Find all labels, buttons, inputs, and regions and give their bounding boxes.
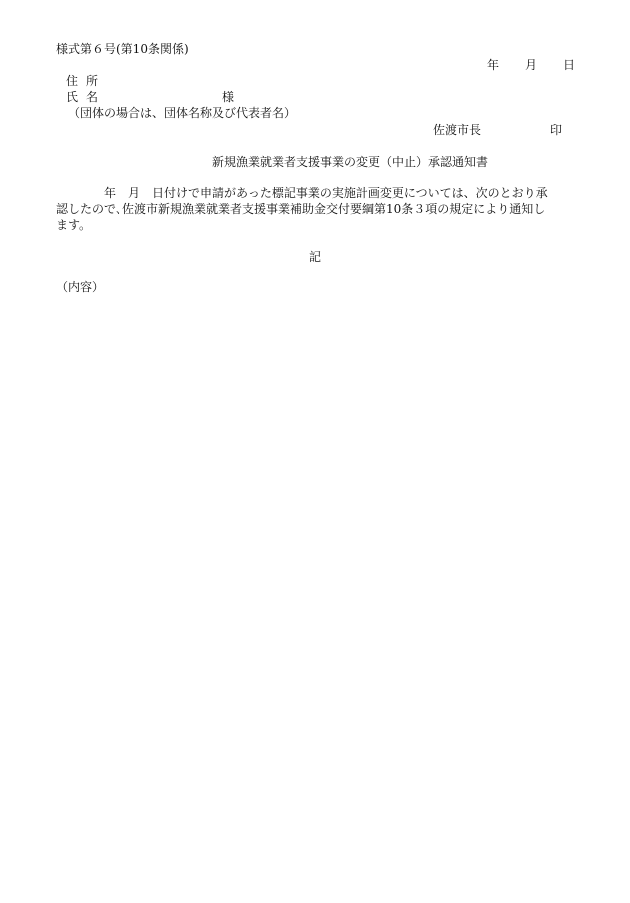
body-line-1: 年 月 日付けで申請があった標記事業の実施計画変更については、次のとおり承 (104, 186, 548, 200)
body-paragraph (56, 185, 572, 233)
address-label: 住所 (66, 74, 107, 88)
honorific: 様 (222, 90, 235, 104)
org-note: （団体の場合は、団体名称及び代表者名） (68, 106, 297, 120)
date-year: 年 (487, 58, 500, 72)
date-month: 月 (525, 58, 538, 72)
ki-heading: 記 (309, 250, 322, 264)
body-line-2: 認したので､佐渡市新規漁業就業者支援事業補助金交付要綱第10条３項の規定により通知し (56, 202, 546, 216)
form-number: 様式第６号(第10条関係) (56, 42, 189, 56)
content-label: （内容） (56, 280, 105, 294)
body-line-3: ます。 (56, 218, 92, 232)
issuer-title: 佐渡市長 (433, 123, 482, 137)
document-title: 新規漁業就業者支援事業の変更（中止）承認通知書 (212, 155, 489, 169)
date-line (487, 58, 575, 73)
name-label: 氏名 (66, 90, 107, 104)
seal-mark: 印 (550, 123, 563, 137)
date-day: 日 (563, 58, 576, 72)
